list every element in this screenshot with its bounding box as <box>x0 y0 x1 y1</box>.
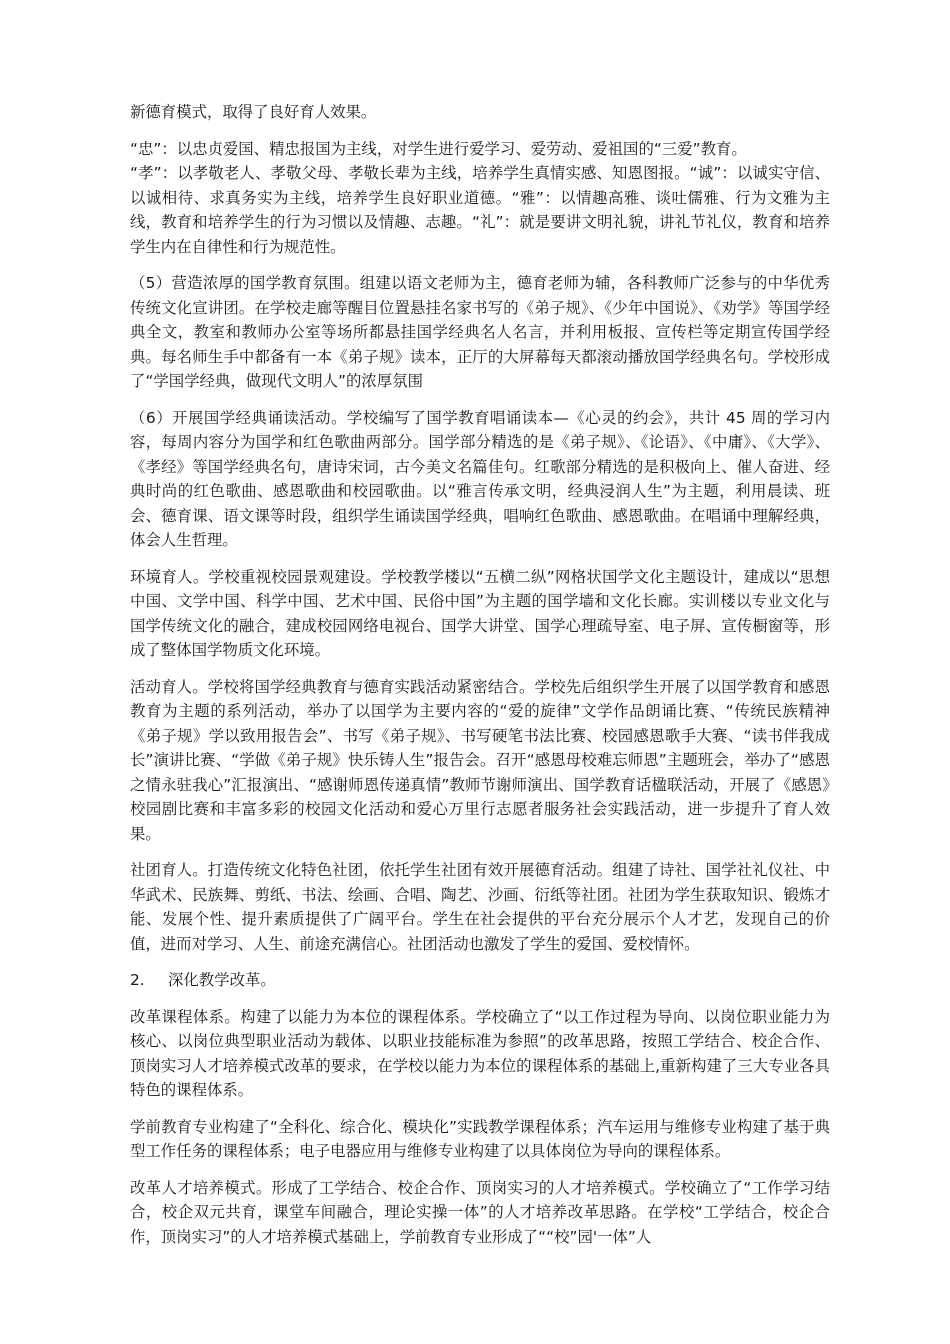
paragraph-environment: 环境育人。学校重视校园景观建设。学校教学楼以“五横二纵”网格状国学文化主题设计，建成以“思想中国、文学中国、科学中国、艺术中国、民俗中国”为主题的国学墙和文化长廊。实训楼以专业文化与国学传统文化的融合，建成校园网络电视台、国学大讲堂、国学心理疏导室、电子屏、宣传橱窗等，形成了整体国学物质文化环境。 <box>130 567 830 659</box>
section-heading <box>130 968 830 993</box>
paragraph-item-6: （6）开展国学经典诵读活动。学校编写了国学教育唱诵读本—《心灵的约会》，共计 45 周的学习内容，每周内容分为国学和红色歌曲两部分。国学部分精选的是《弟子规》、《论语》、《中庸》、《大学》、《孝经》等国学经典名句，唐诗宋词，古今美文名篇佳句。红歌部分精选的是积极向上、催人奋进、经典时尚的红色歌曲、感恩歌曲和校园歌曲。以“雅言传承文明，经典浸润人生”为主题，利用晨读、班会、德育课、语文课等时段，组织学生诵读国学经典，唱响红色歌曲、感恩歌曲。在唱诵中理解经典，体会人生哲理。 <box>130 408 830 549</box>
paragraph-majors: 学前教育专业构建了“全科化、综合化、模块化”实践教学课程体系；汽车运用与维修专业构建了基于典型工作任务的课程体系；电子电器应用与维修专业构建了以具体岗位为导向的课程体系。 <box>130 1117 830 1160</box>
paragraph-intro: 新德育模式，取得了良好育人效果。 <box>130 103 377 121</box>
paragraph-curriculum: 改革课程体系。构建了以能力为本位的课程体系。学校确立了“以工作过程为导向、以岗位职业能力为核心、以岗位典型职业活动为载体、以职业技能标准为参照”的改革思路，按照工学结合、校企合作、顶岗实习人才培养模式改革的要求，在学校以能力为本位的课程体系的基础上,重新构建了三大专业各具特色的课程体系。 <box>130 1007 830 1099</box>
paragraph-activities: 活动育人。学校将国学经典教育与德育实践活动紧密结合。学校先后组织学生开展了以国学教育和感恩教育为主题的系列活动，举办了以国学为主要内容的“爱的旋律”文学作品朗诵比赛、“传统民族精神《弟子规》学以致用报告会”、书写《弟子规》、书写硬笔书法比赛、校园感恩歌手大赛、“读书伴我成长”演讲比赛、“学做《弟子规》快乐铸人生”报告会。召开“感恩母校难忘师恩”主题班会，举办了“感恩之情永驻我心”汇报演出、“感谢师恩传递真情”教师节谢师演出、国学教育话楹联活动，开展了《感恩》校园剧比赛和丰富多彩的校园文化活动和爱心万里行志愿者服务社会实践活动，进一步提升了育人效果。 <box>130 677 830 843</box>
paragraph-xiao-cheng-ya-li: “孝”：以孝敬老人、孝敬父母、孝敬长辈为主线，培养学生真情实感、知恩图报。“诚”：以诚实守信、以诚相待、求真务实为主线，培养学生良好职业道德。“雅”：以情趣高雅、谈吐儒雅、行为文雅为主线，教育和培养学生的行为习惯以及情趣、志趣。“礼”：就是要讲文明礼貌，讲礼节礼仪，教育和培养学生内在自律性和行为规范性。 <box>130 164 830 256</box>
paragraph-item-5: （5）营造浓厚的国学教育氛围。组建以语文老师为主，德育老师为辅，各科教师广泛参与的中华优秀传统文化宣讲团。在学校走廊等醒目位置悬挂名家书写的《弟子规》、《少年中国说》、《劝学》等国学经典全文，教室和教师办公室等场所都悬挂国学经典名人名言，并利用板报、宣传栏等定期宣传国学经典。每名师生手中都备有一本《弟子规》读本，正厅的大屏幕每天都滚动播放国学经典名句。学校形成了“学国学经典，做现代文明人”的浓厚氛围 <box>130 274 830 390</box>
section-title: 深化教学改革。 <box>168 971 276 989</box>
paragraph-zhong: “忠”：以忠贞爱国、精忠报国为主线，对学生进行爱学习、爱劳动、爱祖国的“三爱”教育。 <box>130 139 747 158</box>
paragraph-training-model: 改革人才培养模式。形成了工学结合、校企合作、顶岗实习的人才培养模式。学校确立了“工作学习结合，校企双元共育，课堂车间融合，理论实操一体”的人才培养改革思路。在学校“工学结合，校企合作，顶岗实习”的人才培养模式基础上，学前教育专业形成了““校”园'一体”人 <box>130 1178 830 1246</box>
paragraph-clubs: 社团育人。打造传统文化特色社团，依托学生社团有效开展德育活动。组建了诗社、国学社礼仪社、中华武术、民族舞、剪纸、书法、绘画、合唱、陶艺、沙画、衍纸等社团。社团为学生获取知识、锻炼才能、发展个性、提升素质提供了广阔平台。学生在社会提供的平台充分展示个人才艺，发现自己的价值，进而对学习、人生、前途充满信心。社团活动也激发了学生的爱国、爱校情怀。 <box>130 861 830 953</box>
section-number: 2. <box>130 971 145 989</box>
document-body <box>130 100 830 1261</box>
